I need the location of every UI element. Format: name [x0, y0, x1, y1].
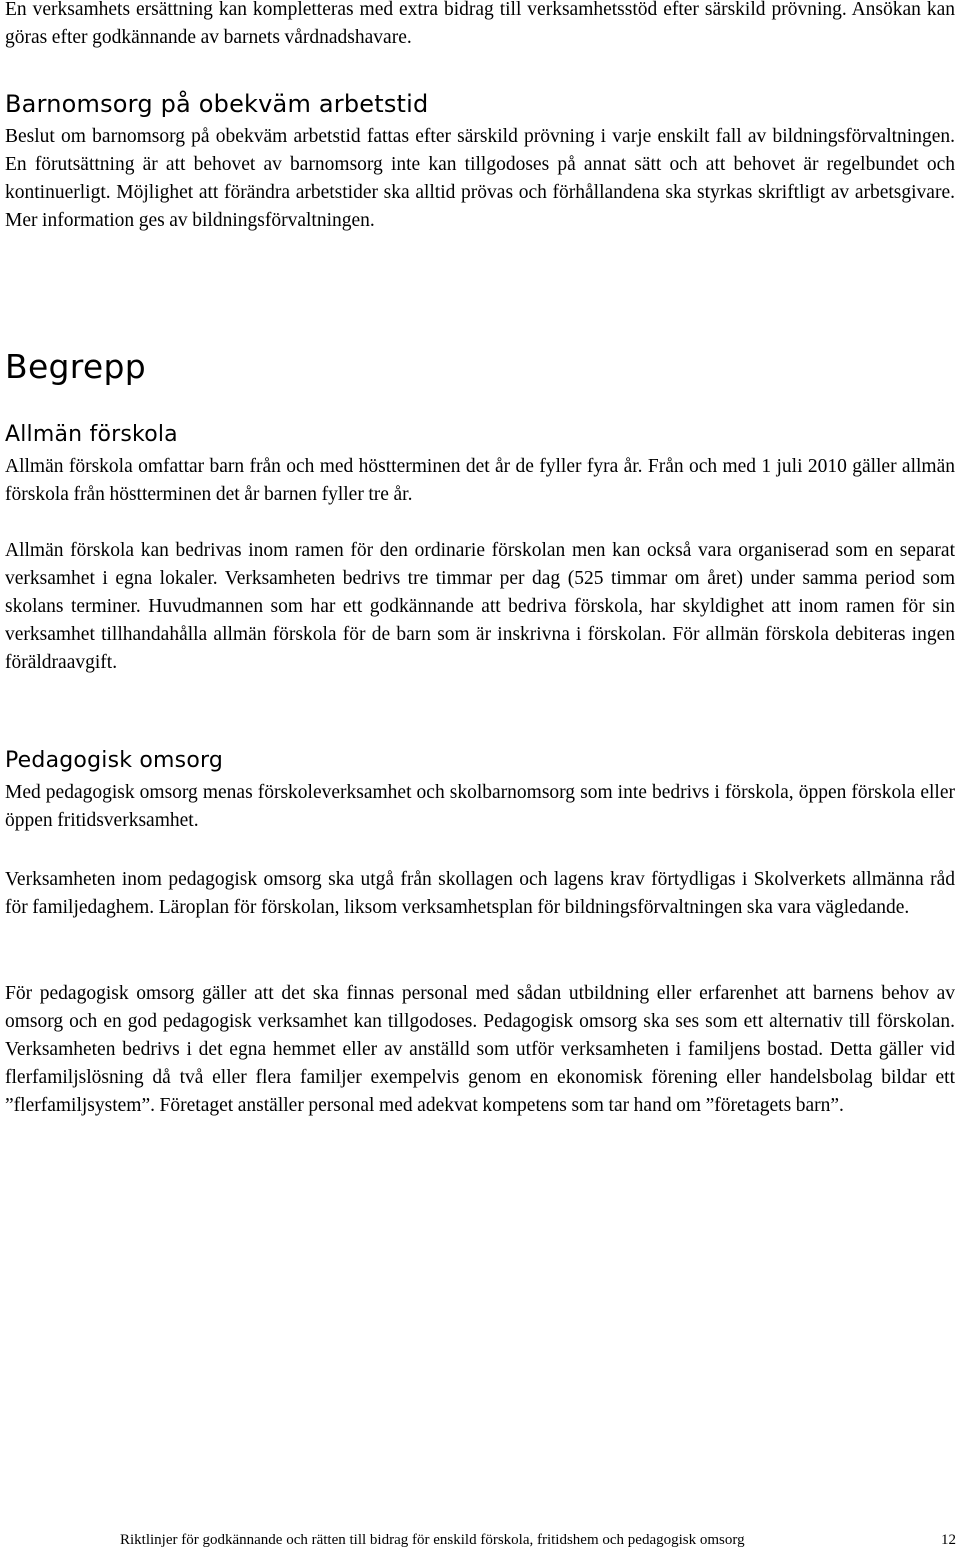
footer-document-title: Riktlinjer för godkännande och rätten till bidrag för enskild förskola, fritidshem och pedagogisk omsorg [120, 1532, 745, 1548]
heading-barnomsorg-obekvam-arbetstid: Barnomsorg på obekväm arbetstid [5, 90, 429, 118]
footer-page-number: 12 [941, 1532, 956, 1548]
page-footer [0, 1527, 960, 1548]
footer-divider [120, 1527, 960, 1528]
paragraph-pedagogisk-omsorg-3: För pedagogisk omsorg gäller att det ska finnas personal med sådan utbildning eller erfarenhet att barnens behov av omsorg och en god pedagogisk verksamhet kan tillgodoses. Pedagogisk omsorg ska ses som ett alternativ till förskolan. Verksamheten bedrivs i det egna hemmet eller av anställd som utför verksamheten i familjens bostad. Detta gäller vid flerfamiljslösning då två eller flera familjer exempelvis genom en ekonomisk förening eller handelsbolag bildar ett ”flerfamiljsystem”. Företaget anställer personal med adekvat kompetens som tar hand om ”företagets barn”. [5, 983, 955, 1116]
heading-begrepp: Begrepp [5, 347, 147, 386]
paragraph-allman-forskola-1: Allmän förskola omfattar barn från och med höstterminen det år de fyller fyra år. Från och med 1 juli 2010 gäller allmän förskola från höstterminen det år barnen fyller tre år. [5, 456, 955, 505]
heading-pedagogisk-omsorg: Pedagogisk omsorg [5, 748, 223, 773]
paragraph-barnomsorg-obekvam-arbetstid: Beslut om barnomsorg på obekväm arbetstid fattas efter särskild prövning i varje enskilt fall av bildningsförvaltningen. En förutsättning är att behovet av barnomsorg inte kan tillgodoses på annat sätt och att behovet är regelbundet och kontinuerligt. Möjlighet att förändra arbetstider ska alltid prövas och förhållandena ska styrkas skriftligt av arbetsgivare. Mer information ges av bildningsförvaltningen. [5, 126, 955, 231]
intro-paragraph: En verksamhets ersättning kan kompletteras med extra bidrag till verksamhetsstöd efter särskild prövning. Ansökan kan göras efter godkännande av barnets vårdnadshavare. [5, 0, 955, 48]
paragraph-pedagogisk-omsorg-2: Verksamheten inom pedagogisk omsorg ska utgå från skollagen och lagens krav förtydligas i Skolverkets allmänna råd för familjedaghem. Läroplan för förskolan, liksom verksamhetsplan för bildningsförvaltningen ska vara vägledande. [5, 869, 955, 918]
paragraph-pedagogisk-omsorg-1: Med pedagogisk omsorg menas förskoleverksamhet och skolbarnomsorg som inte bedrivs i förskola, öppen förskola eller öppen fritidsverksamhet. [5, 782, 955, 831]
heading-allman-forskola: Allmän förskola [5, 422, 178, 447]
paragraph-allman-forskola-2: Allmän förskola kan bedrivas inom ramen för den ordinarie förskolan men kan också vara organiserad som en separat verksamhet i egna lokaler. Verksamheten bedrivs tre timmar per dag (525 timmar om året) under samma period som skolans terminer. Huvudmannen som har ett godkännande att bedriva förskola, har skyldighet att inom ramen för sin verksamhet tillhandahålla allmän förskola för de barn som är inskrivna i förskolan. För allmän förskola debiteras ingen föräldraavgift. [5, 540, 955, 673]
